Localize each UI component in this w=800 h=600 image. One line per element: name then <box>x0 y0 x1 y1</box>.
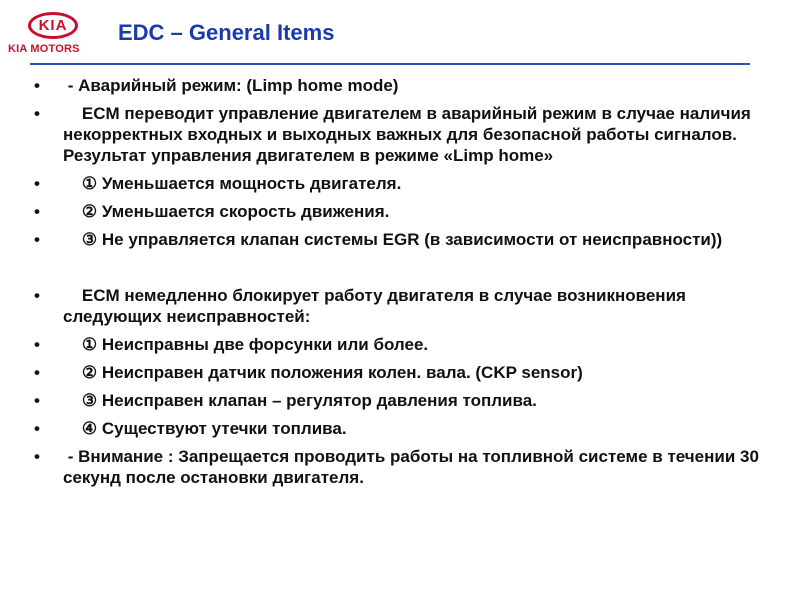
bullet-marker: • <box>34 363 40 382</box>
bullet-marker: • <box>34 174 40 193</box>
list-item-text: ② Уменьшается скорость движения. <box>63 202 390 221</box>
list-item-text: ECM немедленно блокирует работу двигателя в случае возникновения следующих неисправностей: <box>63 286 691 326</box>
list-item <box>30 173 760 194</box>
list-item-text: ECM переводит управление двигателем в аварийный режим в случае наличия некорректных входных и выходных важных для безопасной работы сигналов. Результат управления двигателем в режиме «Limp home» <box>63 104 756 165</box>
list-item <box>30 418 760 439</box>
kia-motors-wordmark: KIA MOTORS <box>8 43 80 55</box>
list-item <box>30 362 760 383</box>
list-item <box>30 390 760 411</box>
title-divider <box>30 63 750 65</box>
list-item-text: ① Уменьшается мощность двигателя. <box>63 174 402 193</box>
list-item <box>30 75 760 96</box>
list-item-text: - Внимание : Запрещается проводить работы на топливной системе в течении 30 секунд после остановки двигателя. <box>63 447 764 487</box>
list-item <box>30 285 760 327</box>
bullet-marker: • <box>34 335 40 354</box>
list-item-text: ④ Существуют утечки топлива. <box>63 419 347 438</box>
list-item-text: - Аварийный режим: (Limp home mode) <box>63 76 399 95</box>
list-item <box>30 446 764 488</box>
list-item <box>30 334 760 355</box>
bullet-marker: • <box>34 230 40 249</box>
kia-emblem-text: KIA <box>38 17 68 34</box>
list-item-text: ① Неисправны две форсунки или более. <box>63 335 429 354</box>
list-item-text: ③ Не управляется клапан системы EGR (в зависимости от неисправности)) <box>63 230 723 249</box>
bullet-marker: • <box>34 286 40 305</box>
slide-title: EDC – General Items <box>118 20 335 45</box>
kia-oval-emblem <box>28 12 78 39</box>
list-item-text: ② Неисправен датчик положения колен. вала. (CKP sensor) <box>63 363 583 382</box>
bullet-marker: • <box>34 202 40 221</box>
list-item <box>30 103 760 166</box>
bullet-marker: • <box>34 104 40 123</box>
kia-motors-logo <box>8 12 98 58</box>
list-spacer <box>30 257 760 285</box>
bullet-list <box>30 75 764 495</box>
bullet-marker: • <box>34 447 40 466</box>
list-item-text: ③ Неисправен клапан – регулятор давления топлива. <box>63 391 537 410</box>
list-item <box>30 201 760 222</box>
bullet-marker: • <box>34 419 40 438</box>
list-item <box>30 229 760 250</box>
bullet-marker: • <box>34 391 40 410</box>
bullet-marker: • <box>34 76 40 95</box>
